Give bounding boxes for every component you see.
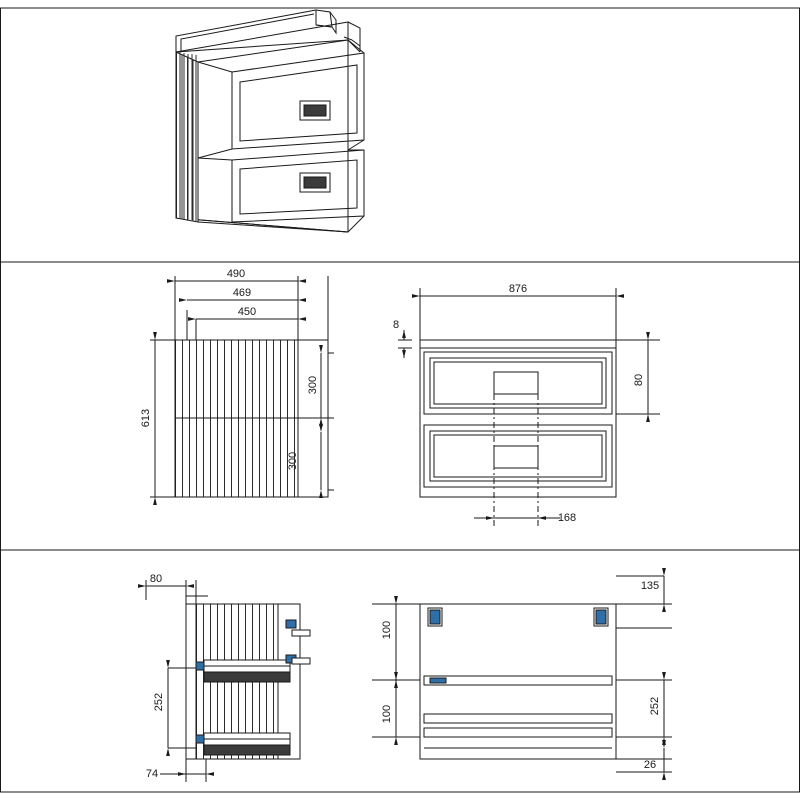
dim-252-rear: 252 <box>649 696 661 716</box>
front-view <box>398 288 660 528</box>
dim-876: 876 <box>508 283 528 295</box>
sheet-divider-lines <box>0 8 800 792</box>
dim-80-section: 80 <box>149 573 163 585</box>
dim-300-upper: 300 <box>307 375 319 395</box>
dim-135: 135 <box>640 580 660 592</box>
dim-100-lower: 100 <box>381 704 393 724</box>
dim-490: 490 <box>226 268 246 280</box>
rear-view <box>372 576 672 772</box>
dim-100-upper: 100 <box>381 620 393 640</box>
dim-80-front: 80 <box>633 373 645 387</box>
side-section-view <box>146 580 310 782</box>
dim-8: 8 <box>392 319 400 331</box>
dim-613: 613 <box>140 408 152 428</box>
dim-469: 469 <box>232 287 252 299</box>
dim-252-section: 252 <box>153 692 165 712</box>
dim-300-lower: 300 <box>287 451 299 471</box>
dim-168: 168 <box>557 512 577 524</box>
dim-450: 450 <box>237 306 257 318</box>
dim-74: 74 <box>145 768 159 780</box>
dim-26: 26 <box>643 759 657 771</box>
isometric-view <box>176 10 364 232</box>
